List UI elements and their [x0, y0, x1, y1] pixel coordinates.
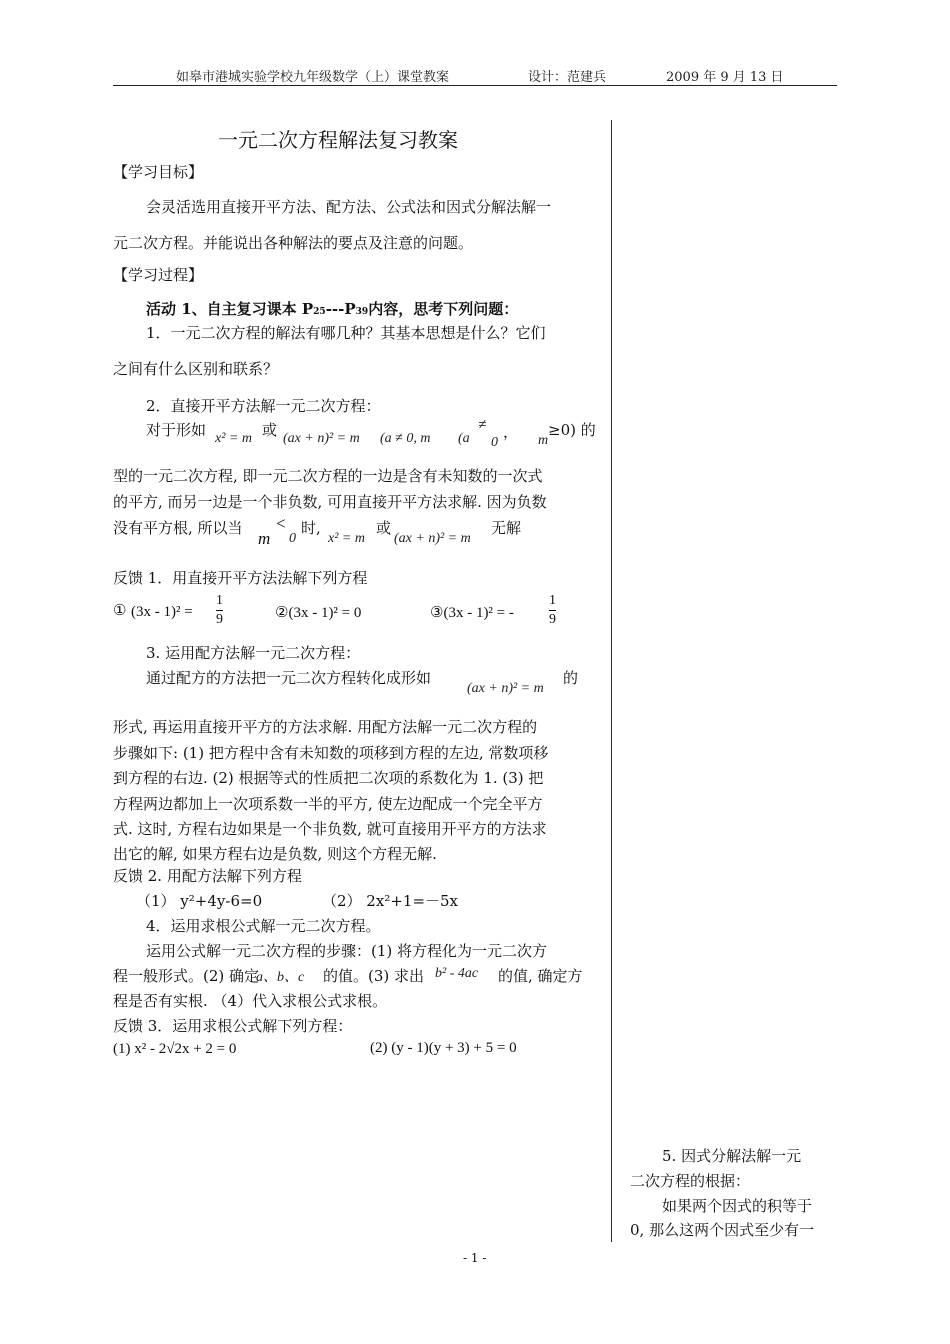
- header-date: 2009 年 9 月 13 日: [666, 70, 784, 85]
- page-title: 一元二次方程解法复习教案: [218, 128, 458, 152]
- q2-line-4-eq2: (ax + n)² = m: [394, 531, 471, 546]
- fb2-eq1: （1） y²+4y-6=0: [136, 892, 263, 910]
- fb1-eq2: ②(3x - 1)² = 0: [275, 605, 362, 621]
- q4-line-3: 程是否有实根. （4）代入求根公式求根。: [113, 992, 388, 1010]
- question-4: 4．运用求根公式解一元二次方程。: [146, 917, 381, 935]
- fb1-eq3: ③(3x - 1)² = -: [430, 605, 514, 621]
- sidebar-line-1: 5. 因式分解法解一元: [662, 1147, 802, 1165]
- goal-text-2: 元二次方程。并能说出各种解法的要点及注意的问题。: [113, 234, 474, 252]
- feedback-3: 反馈 3．运用求根公式解下列方程：: [113, 1017, 353, 1035]
- q2-line-3: 的平方, 而另一边是一个非负数, 可用直接开平方法求解. 因为负数: [113, 493, 547, 511]
- activity-1: 活动 1、自主复习课本 P25---P39内容，思考下列问题：: [146, 300, 519, 318]
- q2-line-4-eq1: x² = m: [328, 531, 365, 546]
- q4-line-1: 运用公式解一元二次方程的步骤：(1) 将方程化为一元二次方: [146, 942, 548, 960]
- q2-cond1: (a ≠ 0, m: [380, 431, 431, 446]
- q3-line-5: 方程两边都加上一次项系数一半的平方, 使左边配成一个完全平方: [113, 795, 543, 813]
- q2-zero: 0: [491, 435, 498, 450]
- fb1-eq3-fraction: 1 9: [549, 593, 556, 627]
- feedback-1: 反馈 1．用直接开平方法法解下列方程: [113, 569, 368, 587]
- q3-line-4: 到方程的右边. (2) 根据等式的性质把二次项的系数化为 1. (3) 把: [113, 769, 544, 787]
- margin-divider: [611, 120, 612, 1242]
- q2-geq: ≥0) 的: [548, 421, 596, 439]
- sidebar-line-2: 二次方程的根据：: [630, 1172, 751, 1190]
- q3-line-1: 通过配方的方法把一元二次方程转化成形如: [146, 669, 432, 687]
- q2-line-4-prefix: 没有平方根, 所以当: [113, 519, 243, 537]
- q2-eq2: (ax + n)² = m: [283, 431, 360, 446]
- q3-line-2: 形式, 再运用直接开平方的方法求解. 用配方法解一元二次方程的: [113, 718, 538, 736]
- q3-line-6: 式. 这时, 方程右边如果是一个非负数, 就可直接用开平方的方法求: [113, 820, 547, 838]
- header-designer: 设计：范建兵: [528, 70, 607, 85]
- q3-line-7: 出它的解, 如果方程右边是负数, 则这个方程无解.: [113, 845, 437, 863]
- header-rule: [113, 85, 837, 86]
- q3-line-3: 步骤如下: (1) 把方程中含有未知数的项移到方程的左边, 常数项移: [113, 744, 549, 762]
- feedback-2: 反馈 2. 用配方法解下列方程: [113, 867, 302, 885]
- goal-heading: 【学习目标】: [113, 163, 204, 181]
- q2-comma: ，: [503, 423, 519, 441]
- q2-cond2: (a: [458, 431, 470, 446]
- question-2: 2．直接开平方法解一元二次方程：: [146, 397, 381, 415]
- sidebar-line-3: 如果两个因式的积等于: [662, 1197, 813, 1215]
- question-1-line-1: 1．一元二次方程的解法有哪几种？其基本思想是什么？它们: [146, 324, 546, 342]
- q4-line-2-abc: a、b、c: [256, 970, 305, 985]
- q2-eq1: x² = m: [215, 431, 252, 446]
- fb1-eq1-fraction: 1 9: [216, 593, 223, 627]
- q4-line-2-mid: 的值。(3) 求出: [323, 967, 425, 985]
- fb1-eq1-mark: ①: [113, 601, 127, 619]
- q2-neq: ≠: [478, 417, 487, 433]
- q2-line-4-m: m: [258, 529, 271, 548]
- q3-eq: (ax + n)² = m: [467, 681, 544, 696]
- q2-line-4-lt: <: [275, 514, 287, 533]
- sidebar-line-4: 0, 那么这两个因式至少有一: [630, 1221, 815, 1239]
- process-heading: 【学习过程】: [113, 266, 204, 284]
- q2-line-4-zero: 0: [289, 531, 296, 546]
- question-1-line-2: 之间有什么区别和联系？: [113, 360, 279, 378]
- q2-line-4-time: 时,: [301, 519, 321, 537]
- fb3-eq1: (1) x² - 2√2x + 2 = 0: [113, 1041, 237, 1057]
- q4-line-2-post: 的值, 确定方: [498, 967, 583, 985]
- question-3: 3. 运用配方法解一元二次方程：: [146, 644, 361, 662]
- page-number: - 1 -: [463, 1251, 487, 1265]
- q2-m: m: [538, 433, 549, 448]
- fb1-eq1: (3x - 1)² =: [131, 604, 193, 620]
- fb2-eq2: （2） 2x²+1=－5x: [322, 892, 459, 910]
- q2-form-prefix: 对于形如: [146, 421, 207, 439]
- fb3-eq2: (2) (y - 1)(y + 3) + 5 = 0: [370, 1040, 517, 1056]
- q3-de: 的: [563, 669, 579, 687]
- header-school: 如皋市港城实验学校九年级数学（上）课堂教案: [176, 70, 450, 85]
- q4-line-2-disc: b² - 4ac: [435, 966, 479, 981]
- q2-or: 或: [262, 421, 278, 439]
- q2-line-2: 型的一元二次方程, 即一元二次方程的一边是含有未知数的一次式: [113, 467, 543, 485]
- q2-line-4-or: 或: [376, 519, 392, 537]
- q4-line-2-prefix: 程一般形式。(2) 确定: [113, 967, 260, 985]
- goal-text-1: 会灵活选用直接开平方法、配方法、公式法和因式分解法解一: [146, 198, 552, 216]
- q2-line-4-none: 无解: [491, 519, 522, 537]
